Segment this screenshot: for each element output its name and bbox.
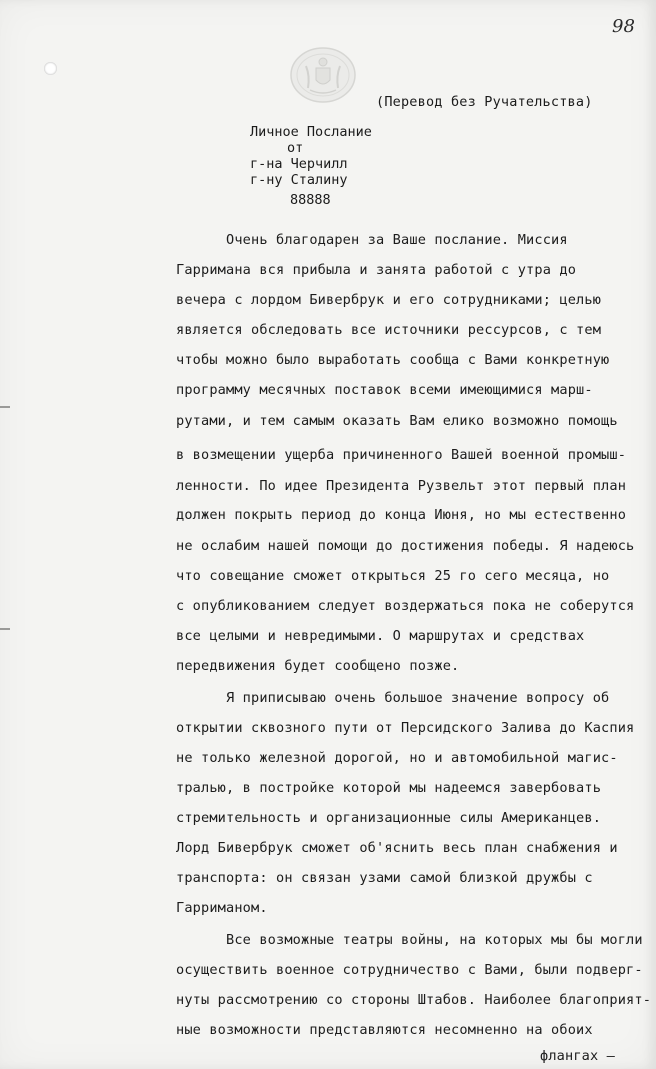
catchword: флангах —	[540, 1048, 616, 1064]
body-line: открытии сквозного пути от Персидского Залива до Каспия	[176, 720, 635, 736]
translation-note: (Перевод без Ручательства)	[376, 94, 593, 110]
body-line: Лорд Бивербрук сможет об'яснить весь план снабжения и	[176, 840, 618, 856]
message-number: 88888	[290, 192, 331, 208]
body-line: с опубликованием следует воздержаться пока не соберутся	[176, 598, 635, 614]
body-line: ленности. По идее Президента Рузвельт этот первый план	[176, 478, 627, 494]
body-line: стремительность и организационные силы Американцев.	[176, 810, 602, 826]
body-line: чтобы можно было выработать сообща с Вами конкретную	[176, 352, 610, 368]
body-line: является обследовать все источники рессурсов, с тем	[176, 322, 602, 338]
body-line: нуты рассмотрению со стороны Штабов. Наиболее благоприят-	[176, 992, 652, 1008]
body-line: осуществить военное сотрудничество с Вами, были подверг-	[176, 962, 643, 978]
body-line: вечера с лордом Бивербрук и его сотрудниками; целью	[176, 292, 602, 308]
body-line: тралью, в постройке которой мы надеемся завербовать	[176, 780, 602, 796]
heading-recipient: г-ну Сталину	[250, 172, 348, 188]
body-line: не только железной дорогой, но и автомобильной магис-	[176, 750, 618, 766]
body-line: Я приписываю очень большое значение вопросу об	[176, 690, 610, 706]
margin-mark	[0, 406, 10, 408]
body-line: Гарриманом.	[176, 900, 268, 916]
body-line: все целыми и невредимыми. О маршрутах и средствах	[176, 628, 585, 644]
body-line: программу месячных поставок всеми имеющимися марш-	[176, 382, 593, 398]
body-line: ные возможности представляются несомненно на обоих	[176, 1022, 593, 1038]
heading-sender: г-на Черчилл	[250, 156, 348, 172]
body-line: в возмещении ущерба причиненного Вашей военной промыш-	[176, 447, 627, 463]
body-line: не ослабим нашей помощи до достижения победы. Я надеюсь	[176, 538, 635, 554]
body-line: Все возможные театры войны, на которых мы бы могли	[176, 932, 643, 948]
body-line: Очень благодарен за Ваше послание. Миссия	[176, 232, 568, 248]
heading-personal-message: Личное Послание	[250, 124, 372, 140]
page-number: 98	[612, 16, 635, 37]
body-line: что совещание сможет открыться 25 го сего месяца, но	[176, 568, 610, 584]
margin-mark	[0, 628, 10, 630]
body-line: должен покрыть период до конца Июня, но мы естественно	[176, 507, 627, 523]
punch-hole	[44, 62, 57, 75]
body-line: транспорта: он связан узами самой близкой дружбы с	[176, 870, 593, 886]
heading-from: от	[287, 140, 304, 156]
embossed-seal-icon	[288, 46, 358, 104]
body-line: Гарримана вся прибыла и занята работой с утра до	[176, 262, 577, 278]
body-line: передвижения будет сообщено позже.	[176, 658, 460, 674]
body-line: рутами, и тем самым оказать Вам елико возможно помощь	[176, 413, 618, 429]
